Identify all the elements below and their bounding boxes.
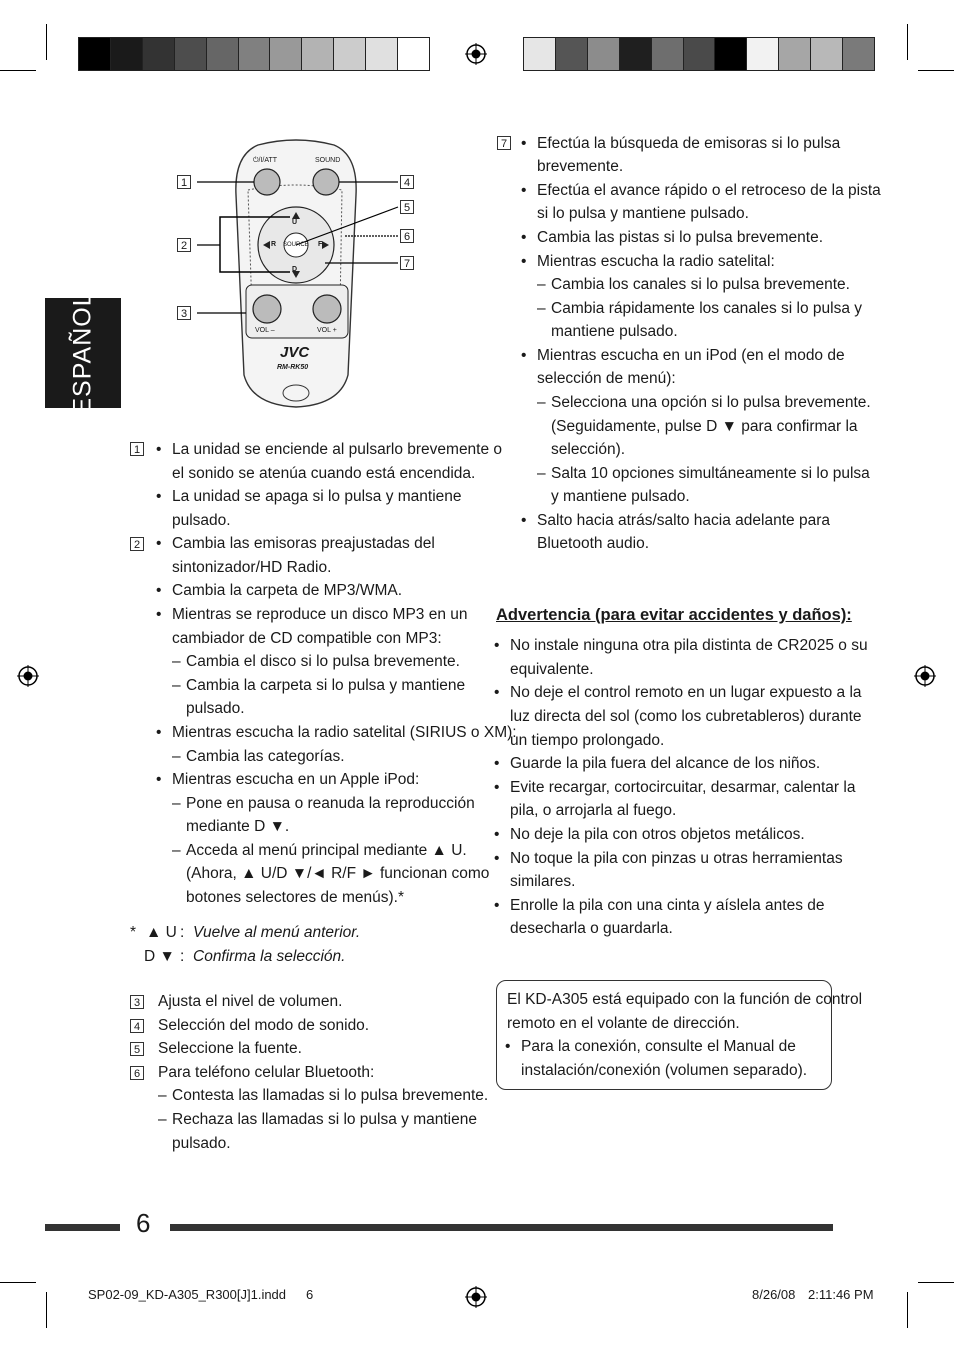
item-7-dash-4-line-2: y mantiene pulsado. [551, 488, 690, 505]
registration-mark-bottom [465, 1286, 487, 1308]
item-7-bullet-3: • Cambia las pistas si lo pulsa brevemente. [537, 226, 823, 250]
item-2-bullet-4: • Mientras escucha la radio satelital (SIRIUS o XM): [172, 721, 517, 745]
slug-file-page: 6 [306, 1287, 314, 1302]
item-2-dash-4-line-2: mediante D ▼. [186, 818, 290, 835]
warning-item-7-line-1: • Enrolle la pila con una cinta y aíslela antes de [510, 894, 825, 918]
note-value-1: Vuelve al menú anterior. [193, 924, 361, 941]
item-7-dash-3-line-3: selección). [551, 441, 626, 458]
vol-plus-label: VOL + [317, 327, 337, 334]
note-box-line-1: El KD-A305 está equipado con la función de control [507, 991, 863, 1008]
page-number: 6 [136, 1208, 151, 1238]
item-7-dash-2-line-1: – Cambia rápidamente los canales si lo pulsa y [551, 297, 862, 321]
sound-button-label: SOUND [315, 157, 341, 164]
item-2-number: 2 [130, 537, 144, 551]
note-box-bullet-line-2: instalación/conexión (volumen separado). [521, 1062, 808, 1079]
item-7-bullet-2-line-1: • Efectúa el avance rápido o el retroceso de la pista [537, 179, 881, 203]
item-6-number: 6 [130, 1066, 144, 1080]
item-7-bullet-1-line-1: • Efectúa la búsqueda de emisoras si lo pulsa [537, 132, 840, 156]
left-button-label: R [271, 241, 277, 248]
callout-5: 5 [400, 200, 414, 214]
vol-minus-label: VOL – [255, 327, 275, 334]
item-7-bullet-6-line-2: Bluetooth audio. [537, 535, 650, 552]
item-7-dash-3-line-2: (Seguidamente, pulse D ▼ para confirmar la [551, 418, 858, 435]
registration-mark-right [914, 665, 936, 687]
warning-item-2-line-1: • No deje el control remoto en un lugar expuesto a la [510, 681, 862, 705]
item-7-number: 7 [497, 136, 511, 150]
callout-7: 7 [400, 256, 414, 270]
item-6-dash-2-line-1: – Rechaza las llamadas si lo pulsa y mantiene [172, 1108, 477, 1132]
item-2-bullet-3-line-1: • Mientras se reproduce un disco MP3 en un [172, 603, 468, 627]
slug-file-name: SP02-09_KD-A305_R300[J]1.indd [88, 1287, 287, 1302]
callout-6: 6 [400, 229, 414, 243]
warning-item-4-line-2: pila, o arrojarla al fuego. [510, 802, 677, 819]
item-2-dash-5-line-1: – Acceda al menú principal mediante ▲ U. [186, 839, 467, 863]
warning-heading: Advertencia (para evitar accidentes y daños): [496, 606, 852, 624]
note-separator-1: : [180, 924, 185, 941]
item-2-dash-3: – Cambia las categorías. [186, 745, 345, 769]
slug-time: 2:11:46 PM [808, 1287, 874, 1302]
item-2-dash-4-line-1: – Pone en pausa o reanuda la reproducción [186, 792, 475, 816]
registration-mark-top [465, 43, 487, 65]
language-side-tab [45, 291, 121, 415]
item-5-number: 5 [130, 1042, 144, 1056]
footer-rule-left [45, 1224, 120, 1231]
remote-control-drawing [170, 135, 430, 415]
warning-item-7-line-2: desecharla o guardarla. [510, 920, 673, 937]
footer-rule-right [170, 1224, 833, 1231]
item-2-dash-5-line-3: botones selectores de menús).* [186, 889, 404, 906]
item-7-bullet-5-line-1: • Mientras escucha en un iPod (en el modo de [537, 344, 845, 368]
note-separator-2: : [180, 948, 185, 965]
item-7-dash-1: – Cambia los canales si lo pulsa brevemente. [551, 273, 850, 297]
callout-1: 1 [177, 175, 191, 189]
warning-item-3: • Guarde la pila fuera del alcance de los niños. [510, 752, 820, 776]
item-4-number: 4 [130, 1019, 144, 1033]
model-label: RM-RK50 [277, 364, 309, 371]
source-button-label: SOURCE [283, 242, 309, 248]
item-2-dash-2-line-1: – Cambia la carpeta si lo pulsa y mantiene [186, 674, 465, 698]
callout-3: 3 [177, 306, 191, 320]
note-asterisk: * [130, 924, 137, 941]
item-1-bullet-1-line-2: el sonido se atenúa cuando está encendida. [172, 465, 476, 482]
warning-item-2-line-2: luz directa del sol (como los cubretableros) durante [510, 708, 862, 725]
item-7-dash-2-line-2: mantiene pulsado. [551, 323, 678, 340]
note-box-bullet-line-1: • Para la conexión, consulte el Manual de [521, 1035, 796, 1059]
warning-item-5: • No deje la pila con otros objetos metálicos. [510, 823, 805, 847]
item-7-bullet-1-line-2: brevemente. [537, 158, 624, 175]
item-1-bullet-2-line-2: pulsado. [172, 512, 231, 529]
note-value-2: Confirma la selección. [193, 948, 346, 965]
item-2-bullet-3-line-2: cambiador de CD compatible con MP3: [172, 630, 442, 647]
note-box-line-2: remoto en el volante de dirección. [507, 1015, 740, 1032]
note-key-1: ▲ U [146, 924, 177, 941]
item-4-text: Selección del modo de sonido. [158, 1017, 370, 1034]
item-2-dash-2-line-2: pulsado. [186, 700, 245, 717]
item-2-bullet-2: • Cambia la carpeta de MP3/WMA. [172, 579, 402, 603]
item-7-dash-4-line-1: – Salta 10 opciones simultáneamente si lo pulsa [551, 462, 870, 486]
item-7-bullet-4: • Mientras escucha la radio satelital: [537, 250, 775, 274]
callout-2: 2 [177, 238, 191, 252]
color-bar-left [78, 37, 430, 71]
item-2-dash-5-line-2: (Ahora, ▲ U/D ▼/◄ R/F ► funcionan como [186, 865, 490, 882]
registration-mark-left [17, 665, 39, 687]
item-7-bullet-2-line-2: si lo pulsa y mantiene pulsado. [537, 205, 749, 222]
warning-item-6-line-1: • No toque la pila con pinzas u otras herramientas [510, 847, 843, 871]
warning-item-6-line-2: similares. [510, 873, 576, 890]
power-button-label: ⏻/I/ATT [253, 157, 278, 164]
slug-date: 8/26/08 [752, 1287, 796, 1302]
down-button-label: D [292, 266, 298, 273]
up-button-label: U [292, 219, 298, 226]
warning-item-1-line-2: equivalente. [510, 661, 594, 678]
warning-item-4-line-1: • Evite recargar, cortocircuitar, desarmar, calentar la [510, 776, 855, 800]
callout-4: 4 [400, 175, 414, 189]
item-1-bullet-2-line-1: • La unidad se apaga si lo pulsa y mantiene [172, 485, 462, 509]
language-label: ESPAÑOL [68, 291, 97, 415]
item-1-number: 1 [130, 442, 144, 456]
item-2-bullet-1-line-1: • Cambia las emisoras preajustadas del [172, 532, 435, 556]
right-button-label: F [318, 241, 323, 248]
item-7-bullet-5-line-2: selección de menú): [537, 370, 676, 387]
item-5-text: Seleccione la fuente. [158, 1040, 302, 1057]
color-bar-right [523, 37, 875, 71]
item-6-dash-2-line-2: pulsado. [172, 1135, 231, 1152]
item-7-bullet-6-line-1: • Salto hacia atrás/salto hacia adelante para [537, 509, 830, 533]
item-2-bullet-5: • Mientras escucha en un Apple iPod: [172, 768, 419, 792]
note-key-2: D ▼ [144, 948, 175, 965]
item-6-dash-1: – Contesta las llamadas si lo pulsa brevemente. [172, 1084, 488, 1108]
item-2-dash-1: – Cambia el disco si lo pulsa brevemente. [186, 650, 460, 674]
warning-item-1-line-1: • No instale ninguna otra pila distinta de CR2025 o su [510, 634, 868, 658]
item-3-number: 3 [130, 995, 144, 1009]
item-2-bullet-1-line-2: sintonizador/HD Radio. [172, 559, 332, 576]
brand-logo: JVC [280, 344, 310, 361]
item-6-text: Para teléfono celular Bluetooth: [158, 1064, 375, 1081]
item-7-dash-3-line-1: – Selecciona una opción si lo pulsa brevemente. [551, 391, 871, 415]
item-3-text: Ajusta el nivel de volumen. [158, 993, 343, 1010]
item-1-bullet-1-line-1: • La unidad se enciende al pulsarlo brevemente o [172, 438, 502, 462]
warning-item-2-line-3: un tiempo prolongado. [510, 732, 665, 749]
